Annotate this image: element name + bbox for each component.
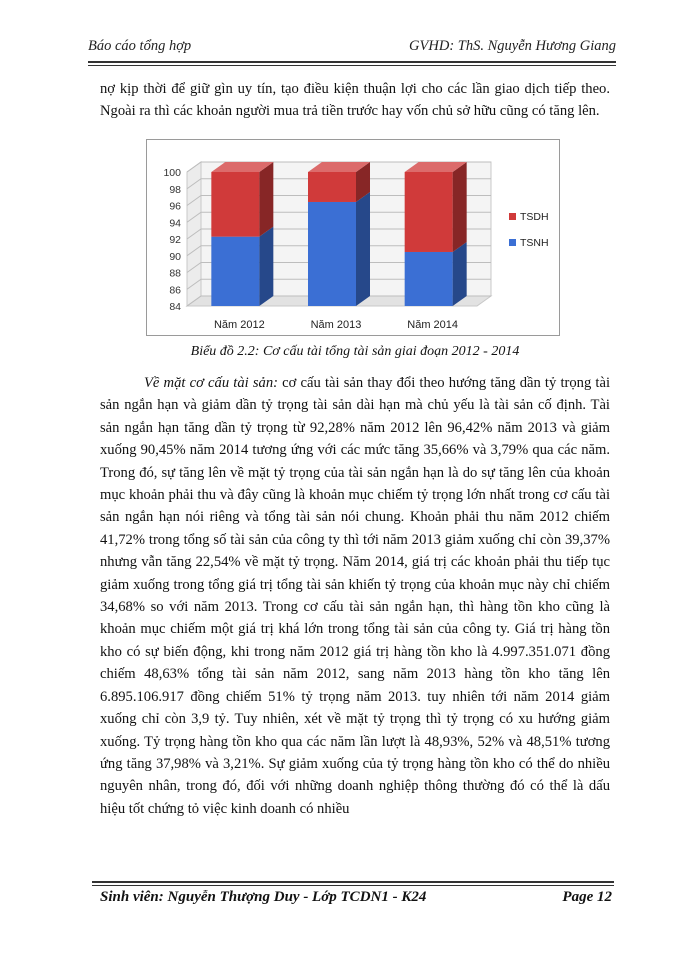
footer-divider bbox=[92, 881, 614, 883]
header-divider bbox=[88, 61, 616, 63]
bar-segment-tsnh bbox=[308, 202, 356, 306]
y-tick-label: 92 bbox=[169, 234, 181, 246]
y-tick-label: 98 bbox=[169, 183, 181, 196]
analysis-lead: Về mặt cơ cấu tài sản: bbox=[144, 375, 278, 391]
bar-side-tsnh bbox=[453, 242, 467, 306]
bar-segment-tsdh bbox=[211, 172, 259, 237]
header-report-title: Báo cáo tổng hợp bbox=[88, 38, 192, 54]
intro-text: nợ kịp thời để giữ gìn uy tín, tạo điều kiện thuận lợi cho các lần giao dịch tiếp theo. Ngoài ra thì các khoản người mua trả tiền trước hay vốn chủ sở hữu cũng có tăng lên. bbox=[100, 81, 610, 120]
page-footer bbox=[100, 889, 612, 911]
analysis-text bbox=[100, 372, 610, 820]
bar-side-tsnh bbox=[356, 192, 370, 306]
bar-side-tsdh bbox=[453, 162, 467, 252]
legend-swatch-tsnh bbox=[509, 239, 516, 246]
page-header bbox=[88, 38, 616, 58]
bar-segment-tsnh bbox=[211, 237, 259, 306]
asset-structure-chart bbox=[146, 139, 560, 336]
page-number: Page 12 bbox=[562, 889, 612, 905]
bar-segment-tsdh bbox=[308, 172, 356, 202]
x-category-label: Năm 2014 bbox=[407, 319, 459, 331]
chart-canvas bbox=[147, 140, 559, 335]
x-category-label: Năm 2012 bbox=[213, 319, 265, 331]
bar-segment-tsnh bbox=[405, 252, 453, 306]
bar-side-tsdh bbox=[259, 162, 273, 237]
bar-side-tsnh bbox=[259, 227, 273, 306]
header-divider-thin bbox=[88, 65, 616, 66]
legend-label-tsdh: TSDH bbox=[520, 211, 549, 223]
footer-divider-thin bbox=[92, 885, 614, 886]
legend-swatch-tsdh bbox=[509, 213, 516, 220]
y-tick-label: 94 bbox=[169, 217, 181, 230]
y-tick-label: 84 bbox=[169, 301, 181, 313]
intro-paragraph bbox=[100, 78, 610, 123]
y-tick-label: 86 bbox=[169, 284, 181, 297]
analysis-body: cơ cấu tài sản thay đổi theo hướng tăng dần tỷ trọng tài sản ngắn hạn và giảm dần tỷ trọng tài sản dài hạn mà chủ yếu là tài sản cố định. Tài sản ngắn hạn tăng dần tỷ trọng từ 92,28% năm 2012 lên 96,42% năm 2013 và giảm xuống 90,45% năm 2014 tương ứng với các mức tăng 35,66% và 3,79% qua các năm. Trong đó, sự tăng lên về mặt tỷ trọng của tài sản ngắn hạn là do sự tăng lên của khoản mục khoản phải thu và đây cũng là khoản mục chiếm tỷ trọng lớn nhất trong cơ cấu tài sản ngắn hạn nói riêng và tổng tài sản nói chung. Khoản phải thu năm 2012 chiếm 41,72% trong tổng số tài sản của công ty thì tới năm 2013 giảm xuống chỉ còn 39,37% nhưng vẫn tăng 22,54% về mặt tỷ trọng. Năm 2014, giá trị các khoản phải thu tiếp tục giảm xuống trong tổng giá trị tổng tài sản khiến tỷ trọng của khoản mục này chỉ chiếm 34,68% so với năm 2013. Trong cơ cấu tài sản ngắn hạn, thì hàng tồn kho cũng là khoản mục chiếm một giá trị khá lớn trong tổng tài sản của công ty. Giá trị hàng tồn kho có sự biến động, khi trong năm 2012 giá trị hàng tồn kho là 4.997.351.071 đồng chiếm 48,63% tổng tài sản năm 2012, sang năm 2013 hàng tồn kho tăng lên 6.895.106.917 đồng chiếm 51% tỷ trọng năm 2013. tuy nhiên tới năm 2014 giảm xuống chỉ còn 3,9 tỷ. Tuy nhiên, xét về mặt tỷ trọng thì tỷ trọng có xu hướng giảm xuống. Tỷ trọng hàng tồn kho qua các năm lần lượt là 48,93%, 52% và 48,51% tương ứng tăng 37,98% và 3,21%. Sự giảm xuống của tỷ trọng hàng tồn kho có thể do nhiều nguyên nhân, trong đó, đối với những doanh nghiệp thông thường đó có thể là dấu hiệu tốt chứng tỏ việc kinh doanh có nhiều bbox=[100, 375, 610, 817]
bar-segment-tsdh bbox=[405, 172, 453, 252]
y-tick-label: 96 bbox=[169, 200, 181, 213]
footer-student: Sinh viên: Nguyễn Thượng Duy - Lớp TCDN1 - K24 bbox=[100, 889, 427, 905]
y-tick-label: 90 bbox=[169, 250, 181, 263]
x-category-label: Năm 2013 bbox=[310, 319, 362, 331]
analysis-paragraph bbox=[100, 372, 610, 820]
y-tick-label: 100 bbox=[163, 167, 181, 179]
chart-caption: Biểu đồ 2.2: Cơ cấu tài tổng tài sản giai đoạn 2012 - 2014 bbox=[190, 344, 520, 359]
header-supervisor: GVHD: ThS. Nguyễn Hương Giang bbox=[409, 38, 616, 54]
legend-label-tsnh: TSNH bbox=[520, 237, 549, 249]
y-tick-label: 88 bbox=[169, 267, 181, 280]
